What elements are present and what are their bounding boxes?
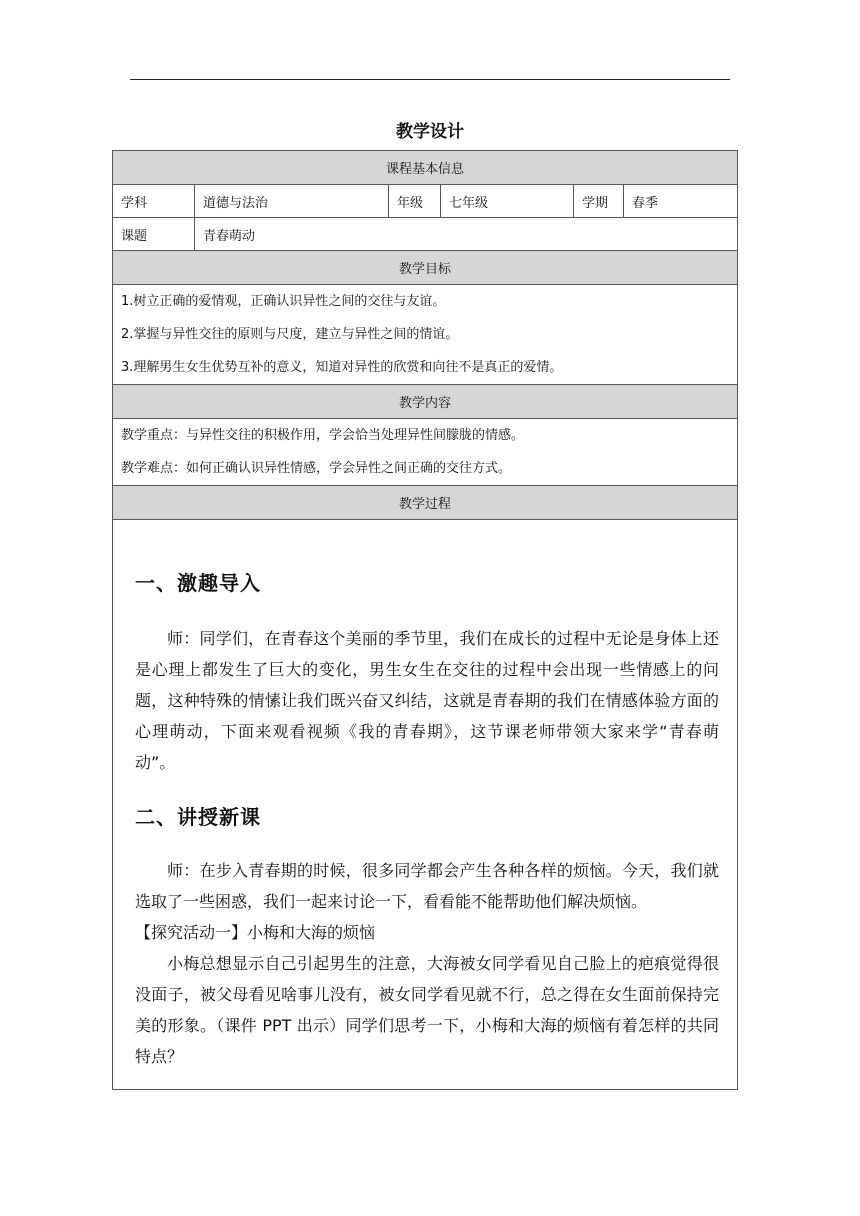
grade-value: 七年级 <box>441 185 574 218</box>
objectives-header: 教学目标 <box>113 251 738 285</box>
header-rule <box>130 79 730 80</box>
term-label: 学期 <box>574 185 624 218</box>
content-cell <box>113 419 738 486</box>
subject-value: 道德与法治 <box>195 185 389 218</box>
objective-item: 1.树立正确的爱情观，正确认识异性之间的交往与友谊。 <box>121 294 446 309</box>
key-point: 教学重点：与异性交往的积极作用，学会恰当处理异性间朦胧的情感。 <box>121 428 525 443</box>
term-value: 春季 <box>624 185 738 218</box>
topic-label: 课题 <box>113 218 195 251</box>
section-1-title: 一、激趣导入 <box>135 570 261 595</box>
objective-item: 3.理解男生女生优势互补的意义，知道对异性的欣赏和向往不是真正的爱情。 <box>121 360 563 375</box>
section-2-paragraph: 师：在步入青春期的时候，很多同学都会产生各种各样的烦恼。今天，我们就选取了一些困惑，我们一起来讨论一下，看看能不能帮助他们解决烦恼。 <box>135 860 720 911</box>
section-2-title: 二、讲授新课 <box>135 804 261 829</box>
process-header: 教学过程 <box>113 486 738 520</box>
difficult-point: 教学难点：如何正确认识异性情感，学会异性之间正确的交往方式。 <box>121 461 512 476</box>
objectives-cell <box>113 285 738 385</box>
grade-label: 年级 <box>389 185 441 218</box>
lesson-plan-table <box>112 150 738 1090</box>
topic-value: 青春萌动 <box>195 218 738 251</box>
activity-paragraph: 小梅总想显示自己引起男生的注意，大海被女同学看见自己脸上的疤痕觉得很没面子，被父母看见啥事儿没有，被女同学看见就不行，总之得在女生面前保持完美的形象。（课件 PPT 出示）同学们思考一下，小梅和大海的烦恼有着怎样的共同特点？ <box>135 953 720 1066</box>
document-title: 教学设计 <box>396 122 464 142</box>
section-1-paragraph: 师：同学们，在青春这个美丽的季节里，我们在成长的过程中无论是身体上还是心理上都发生了巨大的变化，男生女生在交往的过程中会出现一些情感上的问题，这种特殊的情愫让我们既兴奋又纠结，这就是青春期的我们在情感体验方面的心理萌动，下面来观看视频《我的青春期》，这节课老师带领大家来学“青春萌动”。 <box>135 628 720 772</box>
process-cell <box>113 520 738 1090</box>
activity-title: 【探究活动一】小梅和大海的烦恼 <box>135 922 376 942</box>
basic-info-header: 课程基本信息 <box>113 151 738 185</box>
objective-item: 2.掌握与异性交往的原则与尺度，建立与异性之间的情谊。 <box>121 327 459 342</box>
subject-label: 学科 <box>113 185 195 218</box>
content-header: 教学内容 <box>113 385 738 419</box>
